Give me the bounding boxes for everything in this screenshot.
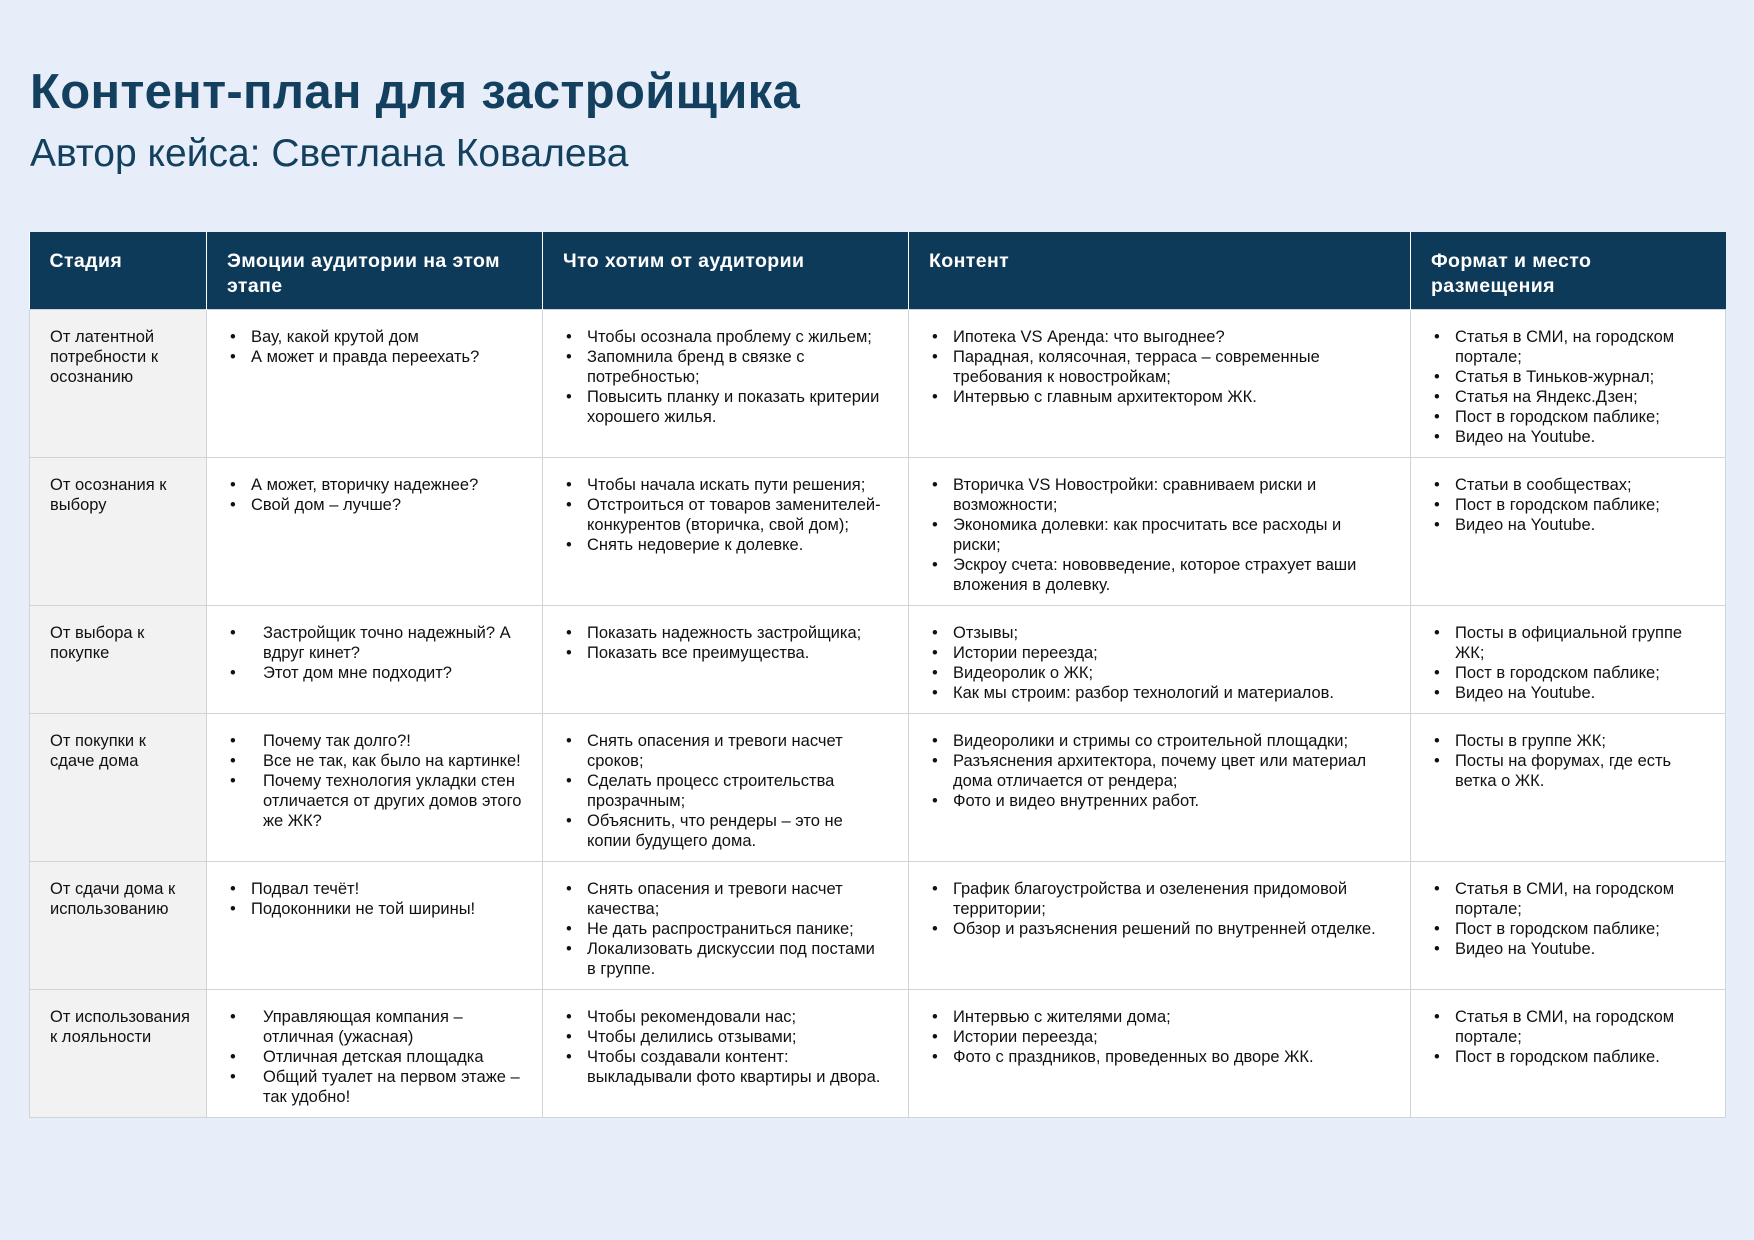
- goal-item: • Показать все преимущества.: [563, 643, 888, 663]
- content-cell: [909, 862, 1411, 990]
- emotions-list: [227, 731, 522, 831]
- goals-list: [563, 623, 888, 663]
- format-cell: [1411, 990, 1726, 1118]
- format-list: [1431, 623, 1705, 703]
- content-item: • Как мы строим: разбор технологий и материалов.: [929, 683, 1390, 703]
- goal-item: • Чтобы осознала проблему с жильем;: [563, 327, 888, 347]
- goal-item: • Запомнила бренд в связке с потребностью;: [563, 347, 888, 387]
- emotions-cell: [207, 310, 543, 458]
- content-list: [929, 327, 1390, 407]
- emotions-list: [227, 475, 522, 515]
- table-body: [30, 310, 1726, 1118]
- format-list: [1431, 327, 1705, 447]
- format-cell: [1411, 862, 1726, 990]
- content-item: • Отзывы;: [929, 623, 1390, 643]
- stage-cell: От сдачи дома к использованию: [30, 862, 207, 990]
- format-item: • Пост в городском паблике;: [1431, 663, 1705, 683]
- emotions-cell: [207, 990, 543, 1118]
- format-item: • Видео на Youtube.: [1431, 683, 1705, 703]
- emotions-list: [227, 879, 522, 919]
- goal-item: • Снять опасения и тревоги насчет сроков;: [563, 731, 888, 771]
- content-plan-table: [29, 232, 1726, 1118]
- goals-cell: [543, 990, 909, 1118]
- format-item: • Видео на Youtube.: [1431, 515, 1705, 535]
- goals-cell: [543, 862, 909, 990]
- format-item: • Посты в официальной группе ЖК;: [1431, 623, 1705, 663]
- format-item: • Статья на Яндекс.Дзен;: [1431, 387, 1705, 407]
- format-cell: [1411, 606, 1726, 714]
- content-item: • Парадная, колясочная, терраса – современные требования к новостройкам;: [929, 347, 1390, 387]
- content-item: • Вторичка VS Новостройки: сравниваем риски и возможности;: [929, 475, 1390, 515]
- format-cell: [1411, 714, 1726, 862]
- content-item: • Обзор и разъяснения решений по внутренней отделке.: [929, 919, 1390, 939]
- format-item: • Пост в городском паблике;: [1431, 407, 1705, 427]
- emotions-list: [227, 623, 522, 683]
- table-row: [30, 310, 1726, 458]
- header-goals: Что хотим от аудитории: [543, 232, 909, 310]
- goal-item: • Снять недоверие к долевке.: [563, 535, 888, 555]
- goal-item: • Не дать распространиться панике;: [563, 919, 888, 939]
- content-item: • Видеоролик о ЖК;: [929, 663, 1390, 683]
- emotions-list: [227, 1007, 522, 1107]
- content-item: • Видеоролики и стримы со строительной площадки;: [929, 731, 1390, 751]
- emotion-item: • Вау, какой крутой дом: [227, 327, 522, 347]
- content-cell: [909, 714, 1411, 862]
- goal-item: • Чтобы создавали контент: выкладывали фото квартиры и двора.: [563, 1047, 888, 1087]
- goals-cell: [543, 714, 909, 862]
- emotion-item: • Общий туалет на первом этаже – так удобно!: [227, 1067, 522, 1107]
- header-format: Формат и место размещения: [1411, 232, 1726, 310]
- table-row: [30, 990, 1726, 1118]
- header-emotions: Эмоции аудитории на этом этапе: [207, 232, 543, 310]
- goal-item: • Повысить планку и показать критерии хорошего жилья.: [563, 387, 888, 427]
- emotion-item: • Этот дом мне подходит?: [227, 663, 522, 683]
- content-list: [929, 879, 1390, 939]
- goal-item: • Локализовать дискуссии под постами в группе.: [563, 939, 888, 979]
- format-item: • Посты в группе ЖК;: [1431, 731, 1705, 751]
- emotion-item: • Свой дом – лучше?: [227, 495, 522, 515]
- content-item: • Разъяснения архитектора, почему цвет или материал дома отличается от рендера;: [929, 751, 1390, 791]
- emotion-item: • Отличная детская площадка: [227, 1047, 522, 1067]
- emotion-item: • А может, вторичку надежнее?: [227, 475, 522, 495]
- content-item: • Интервью с жителями дома;: [929, 1007, 1390, 1027]
- content-cell: [909, 458, 1411, 606]
- emotion-item: • Застройщик точно надежный? А вдруг кинет?: [227, 623, 522, 663]
- content-list: [929, 475, 1390, 595]
- content-item: • Экономика долевки: как просчитать все расходы и риски;: [929, 515, 1390, 555]
- format-cell: [1411, 458, 1726, 606]
- content-item: • Истории переезда;: [929, 643, 1390, 663]
- content-item: • График благоустройства и озеленения придомовой территории;: [929, 879, 1390, 919]
- goal-item: • Показать надежность застройщика;: [563, 623, 888, 643]
- goal-item: • Отстроиться от товаров заменителей-конкурентов (вторичка, свой дом);: [563, 495, 888, 535]
- emotion-item: • Все не так, как было на картинке!: [227, 751, 522, 771]
- content-cell: [909, 606, 1411, 714]
- format-item: • Статьи в сообществах;: [1431, 475, 1705, 495]
- format-item: • Статья в Тиньков-журнал;: [1431, 367, 1705, 387]
- table-row: [30, 606, 1726, 714]
- format-item: • Статья в СМИ, на городском портале;: [1431, 879, 1705, 919]
- emotions-cell: [207, 862, 543, 990]
- emotion-item: • А может и правда переехать?: [227, 347, 522, 367]
- format-list: [1431, 731, 1705, 791]
- format-list: [1431, 1007, 1705, 1067]
- emotion-item: • Подоконники не той ширины!: [227, 899, 522, 919]
- page-title: Контент-план для застройщика: [30, 65, 801, 119]
- emotions-cell: [207, 606, 543, 714]
- format-list: [1431, 475, 1705, 535]
- goal-item: • Снять опасения и тревоги насчет качества;: [563, 879, 888, 919]
- content-item: • Фото и видео внутренних работ.: [929, 791, 1390, 811]
- format-cell: [1411, 310, 1726, 458]
- stage-cell: От использования к лояльности: [30, 990, 207, 1118]
- stage-cell: От осознания к выбору: [30, 458, 207, 606]
- emotions-cell: [207, 458, 543, 606]
- content-item: • Фото с праздников, проведенных во дворе ЖК.: [929, 1047, 1390, 1067]
- header-content: Контент: [909, 232, 1411, 310]
- content-item: • Ипотека VS Аренда: что выгоднее?: [929, 327, 1390, 347]
- page-subtitle: Автор кейса: Светлана Ковалева: [30, 132, 629, 175]
- goals-list: [563, 327, 888, 427]
- header-stage: Стадия: [30, 232, 207, 310]
- goals-cell: [543, 606, 909, 714]
- content-cell: [909, 310, 1411, 458]
- content-item: • Эскроу счета: нововведение, которое страхует ваши вложения в долевку.: [929, 555, 1390, 595]
- content-list: [929, 623, 1390, 703]
- emotions-list: [227, 327, 522, 367]
- format-list: [1431, 879, 1705, 959]
- emotions-cell: [207, 714, 543, 862]
- goal-item: • Сделать процесс строительства прозрачным;: [563, 771, 888, 811]
- goal-item: • Чтобы делились отзывами;: [563, 1027, 888, 1047]
- format-item: • Пост в городском паблике.: [1431, 1047, 1705, 1067]
- emotion-item: • Почему так долго?!: [227, 731, 522, 751]
- content-item: • Интервью с главным архитектором ЖК.: [929, 387, 1390, 407]
- stage-cell: От покупки к сдаче дома: [30, 714, 207, 862]
- goals-list: [563, 879, 888, 979]
- format-item: • Пост в городском паблике;: [1431, 919, 1705, 939]
- emotion-item: • Почему технология укладки стен отличается от других домов этого же ЖК?: [227, 771, 522, 831]
- format-item: • Статья в СМИ, на городском портале;: [1431, 1007, 1705, 1047]
- emotion-item: • Подвал течёт!: [227, 879, 522, 899]
- content-list: [929, 1007, 1390, 1067]
- table-row: [30, 714, 1726, 862]
- goal-item: • Чтобы рекомендовали нас;: [563, 1007, 888, 1027]
- format-item: • Пост в городском паблике;: [1431, 495, 1705, 515]
- goal-item: • Чтобы начала искать пути решения;: [563, 475, 888, 495]
- format-item: • Статья в СМИ, на городском портале;: [1431, 327, 1705, 367]
- table-row: [30, 458, 1726, 606]
- goal-item: • Объяснить, что рендеры – это не копии будущего дома.: [563, 811, 888, 851]
- stage-cell: От латентной потребности к осознанию: [30, 310, 207, 458]
- goals-list: [563, 731, 888, 851]
- content-item: • Истории переезда;: [929, 1027, 1390, 1047]
- goals-list: [563, 475, 888, 555]
- format-item: • Видео на Youtube.: [1431, 939, 1705, 959]
- goals-list: [563, 1007, 888, 1087]
- table-header-row: [30, 232, 1726, 310]
- goals-cell: [543, 458, 909, 606]
- content-cell: [909, 990, 1411, 1118]
- emotion-item: • Управляющая компания – отличная (ужасная): [227, 1007, 522, 1047]
- goals-cell: [543, 310, 909, 458]
- stage-cell: От выбора к покупке: [30, 606, 207, 714]
- table-row: [30, 862, 1726, 990]
- format-item: • Видео на Youtube.: [1431, 427, 1705, 447]
- content-list: [929, 731, 1390, 811]
- format-item: • Посты на форумах, где есть ветка о ЖК.: [1431, 751, 1705, 791]
